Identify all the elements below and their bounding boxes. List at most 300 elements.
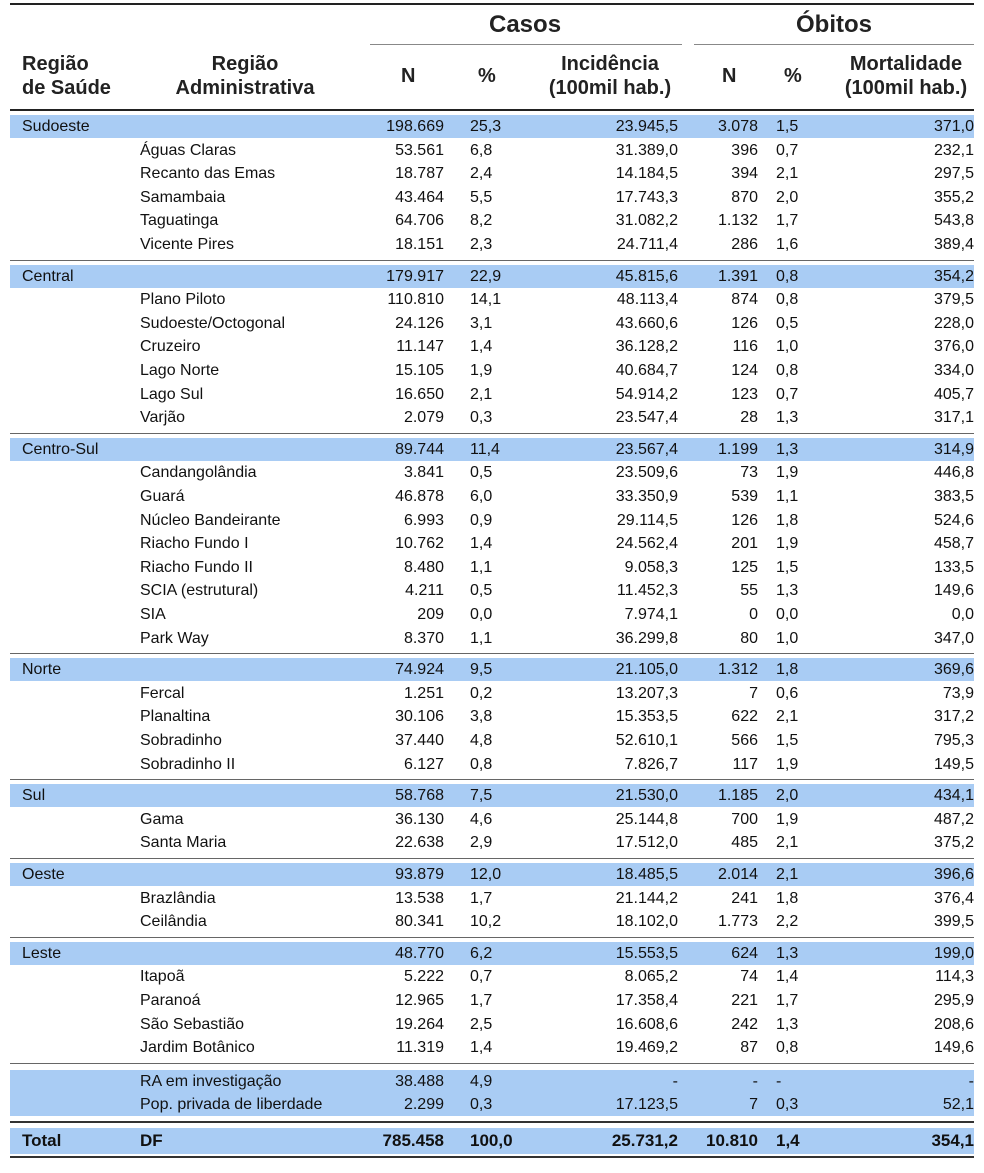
ra-name: Samambaia bbox=[140, 189, 226, 206]
cell-casos-pct: 2,9 bbox=[470, 834, 493, 851]
ra-name: Varjão bbox=[140, 409, 186, 426]
cell-incidencia: 7.974,1 bbox=[624, 606, 678, 623]
cell-incidencia: 21.144,2 bbox=[615, 890, 678, 907]
table-row bbox=[10, 1013, 974, 1036]
cell-casos-pct: 2,4 bbox=[470, 165, 493, 182]
ra-name: Plano Piloto bbox=[140, 291, 226, 308]
cell-mortalidade: 149,5 bbox=[933, 756, 974, 773]
col-header-regiao-saude-line1: Região bbox=[22, 53, 89, 75]
cell-casos-pct: 1,7 bbox=[470, 890, 493, 907]
cell-obitos-n: 394 bbox=[731, 165, 758, 182]
region-name: Sul bbox=[22, 787, 46, 804]
cell-mortalidade: 149,6 bbox=[933, 1039, 974, 1056]
cell-casos-n: 8.480 bbox=[403, 559, 444, 576]
group-header-obitos: Óbitos bbox=[796, 11, 872, 38]
cell-obitos-pct: 2,1 bbox=[776, 866, 799, 883]
region-row bbox=[10, 942, 974, 965]
cell-casos-n: 198.669 bbox=[386, 118, 444, 135]
cell-casos-pct: 11,4 bbox=[470, 441, 500, 458]
cell-obitos-n: 74 bbox=[740, 968, 758, 985]
cell-casos-n: 8.370 bbox=[403, 630, 444, 647]
row-separator bbox=[10, 1063, 974, 1064]
cell-obitos-n: 874 bbox=[731, 291, 758, 308]
col-header-incidencia-line2: (100mil hab.) bbox=[548, 77, 672, 99]
group-rule-obitos bbox=[694, 44, 974, 45]
cell-obitos-pct: 2,0 bbox=[776, 787, 799, 804]
cell-casos-n: 43.464 bbox=[395, 189, 444, 206]
table-row bbox=[10, 532, 974, 555]
cell-casos-pct: 1,1 bbox=[470, 630, 493, 647]
cell-obitos-pct: 1,7 bbox=[776, 212, 799, 229]
region-name: Oeste bbox=[22, 866, 65, 883]
group-header-casos: Casos bbox=[489, 11, 562, 38]
cell-casos-pct: 1,4 bbox=[470, 535, 493, 552]
cell-incidencia: 36.299,8 bbox=[615, 630, 678, 647]
cell-obitos-n: 125 bbox=[731, 559, 758, 576]
cell-mortalidade: 354,1 bbox=[931, 1131, 974, 1150]
cell-obitos-pct: 0,7 bbox=[776, 142, 799, 159]
cell-obitos-pct: 1,0 bbox=[776, 338, 799, 355]
ra-name: SCIA (estrutural) bbox=[140, 582, 259, 599]
ra-name: Sobradinho II bbox=[140, 756, 236, 773]
cell-casos-pct: 7,5 bbox=[470, 787, 493, 804]
cell-obitos-n: 126 bbox=[731, 315, 758, 332]
cell-mortalidade: 232,1 bbox=[933, 142, 974, 159]
ra-name: Fercal bbox=[140, 685, 185, 702]
cell-incidencia: - bbox=[672, 1073, 678, 1090]
cell-casos-n: 30.106 bbox=[395, 708, 444, 725]
cell-mortalidade: 199,0 bbox=[933, 945, 974, 962]
cell-casos-n: 10.762 bbox=[395, 535, 444, 552]
cell-obitos-pct: 0,7 bbox=[776, 386, 799, 403]
cell-casos-n: 48.770 bbox=[395, 945, 444, 962]
cell-casos-pct: 2,3 bbox=[470, 236, 493, 253]
cell-obitos-pct: 2,0 bbox=[776, 189, 799, 206]
ra-name: Park Way bbox=[140, 630, 209, 647]
table-row bbox=[10, 233, 974, 256]
row-separator bbox=[10, 937, 974, 938]
col-header-obitos-n: N bbox=[722, 65, 737, 87]
cell-obitos-pct: 0,8 bbox=[776, 268, 799, 285]
cell-obitos-pct: 1,1 bbox=[776, 488, 799, 505]
cell-obitos-pct: 1,7 bbox=[776, 992, 799, 1009]
region-name: Centro-Sul bbox=[22, 441, 99, 458]
cell-incidencia: 9.058,3 bbox=[624, 559, 678, 576]
table-row bbox=[10, 627, 974, 650]
cell-obitos-n: 73 bbox=[740, 464, 758, 481]
ra-name: Ceilândia bbox=[140, 913, 207, 930]
cell-incidencia: 36.128,2 bbox=[615, 338, 678, 355]
cell-casos-pct: 0,9 bbox=[470, 512, 493, 529]
cell-obitos-pct: 1,9 bbox=[776, 535, 799, 552]
cell-casos-n: 58.768 bbox=[395, 787, 444, 804]
ra-name: Sobradinho bbox=[140, 732, 222, 749]
table-row bbox=[10, 383, 974, 406]
cell-casos-pct: 5,5 bbox=[470, 189, 493, 206]
cell-obitos-n: 1.132 bbox=[717, 212, 758, 229]
cell-obitos-n: 700 bbox=[731, 811, 758, 828]
cell-casos-n: 18.787 bbox=[395, 165, 444, 182]
cell-obitos-n: 624 bbox=[731, 945, 758, 962]
table-row bbox=[10, 579, 974, 602]
cell-casos-n: 6.993 bbox=[403, 512, 444, 529]
cell-casos-n: 11.147 bbox=[396, 338, 444, 355]
cell-mortalidade: 405,7 bbox=[933, 386, 974, 403]
cell-casos-n: 1.251 bbox=[403, 685, 444, 702]
cell-casos-pct: 10,2 bbox=[470, 913, 502, 930]
ra-name: Candangolândia bbox=[140, 464, 257, 481]
cell-casos-n: 38.488 bbox=[395, 1073, 444, 1090]
cell-mortalidade: 208,6 bbox=[933, 1016, 974, 1033]
col-header-regiao-administrativa bbox=[160, 52, 330, 100]
ra-name: Recanto das Emas bbox=[140, 165, 276, 182]
cell-mortalidade: 0,0 bbox=[951, 606, 974, 623]
cell-casos-pct: 4,8 bbox=[470, 732, 493, 749]
cell-incidencia: 19.469,2 bbox=[615, 1039, 678, 1056]
cell-obitos-pct: 2,1 bbox=[776, 708, 799, 725]
cell-casos-n: 110.810 bbox=[387, 291, 444, 308]
table-row bbox=[10, 406, 974, 429]
cell-incidencia: 45.815,6 bbox=[615, 268, 678, 285]
cell-casos-n: 37.440 bbox=[395, 732, 444, 749]
cell-casos-n: 4.211 bbox=[405, 582, 444, 599]
cell-incidencia: 54.914,2 bbox=[615, 386, 678, 403]
cell-casos-pct: 2,5 bbox=[470, 1016, 493, 1033]
cell-mortalidade: 355,2 bbox=[933, 189, 974, 206]
ra-name: Gama bbox=[140, 811, 184, 828]
ra-name: Cruzeiro bbox=[140, 338, 201, 355]
cell-casos-n: 3.841 bbox=[403, 464, 444, 481]
region-row bbox=[10, 784, 974, 807]
cell-casos-n: 6.127 bbox=[403, 756, 444, 773]
cell-casos-pct: 1,1 bbox=[470, 559, 493, 576]
cell-obitos-n: 7 bbox=[749, 1096, 758, 1113]
cell-mortalidade: 295,9 bbox=[933, 992, 974, 1009]
cell-incidencia: 15.553,5 bbox=[615, 945, 678, 962]
cell-obitos-n: 241 bbox=[731, 890, 758, 907]
cell-mortalidade: 347,0 bbox=[933, 630, 974, 647]
cell-obitos-n: 3.078 bbox=[717, 118, 758, 135]
cell-casos-n: 11.319 bbox=[396, 1039, 444, 1056]
cell-obitos-n: 1.199 bbox=[717, 441, 758, 458]
table-row bbox=[10, 910, 974, 933]
cell-casos-n: 22.638 bbox=[395, 834, 444, 851]
cell-obitos-pct: 1,3 bbox=[776, 409, 799, 426]
col-header-obitos-pct: % bbox=[784, 65, 802, 87]
cell-casos-n: 2.299 bbox=[403, 1096, 444, 1113]
cell-mortalidade: 297,5 bbox=[933, 165, 974, 182]
ra-name: Lago Sul bbox=[140, 386, 204, 403]
cell-incidencia: 23.509,6 bbox=[615, 464, 678, 481]
cell-incidencia: 21.530,0 bbox=[615, 787, 678, 804]
cell-obitos-n: 123 bbox=[731, 386, 758, 403]
cell-obitos-pct: 1,0 bbox=[776, 630, 799, 647]
table-row bbox=[10, 162, 974, 185]
row-separator bbox=[10, 653, 974, 654]
ra-name: Taguatinga bbox=[140, 212, 219, 229]
col-header-mortalidade-line1: Mortalidade bbox=[849, 53, 963, 75]
total-row bbox=[10, 1128, 974, 1154]
total-label: Total bbox=[22, 1131, 62, 1150]
col-header-incidencia bbox=[530, 52, 690, 100]
cell-casos-n: 12.965 bbox=[395, 992, 444, 1009]
cell-casos-pct: 100,0 bbox=[470, 1131, 513, 1150]
table-row bbox=[10, 753, 974, 776]
cell-mortalidade: 354,2 bbox=[933, 268, 974, 285]
cell-obitos-n: 7 bbox=[749, 685, 758, 702]
ra-name: RA em investigação bbox=[140, 1073, 282, 1090]
cell-mortalidade: 149,6 bbox=[933, 582, 974, 599]
ra-name: Pop. privada de liberdade bbox=[140, 1096, 323, 1113]
cell-mortalidade: 458,7 bbox=[933, 535, 974, 552]
cell-obitos-pct: 1,3 bbox=[776, 1016, 799, 1033]
cell-obitos-n: 201 bbox=[731, 535, 758, 552]
cell-casos-pct: 6,8 bbox=[470, 142, 493, 159]
cell-casos-n: 2.079 bbox=[403, 409, 444, 426]
table-row bbox=[10, 965, 974, 988]
cell-incidencia: 11.452,3 bbox=[616, 582, 678, 599]
cell-obitos-pct: 0,8 bbox=[776, 362, 799, 379]
cell-mortalidade: 399,5 bbox=[933, 913, 974, 930]
cell-casos-pct: 0,3 bbox=[470, 409, 493, 426]
cell-incidencia: 17.512,0 bbox=[615, 834, 678, 851]
table-row bbox=[10, 705, 974, 728]
cell-casos-pct: 6,0 bbox=[470, 488, 493, 505]
cell-incidencia: 7.826,7 bbox=[624, 756, 678, 773]
group-rule-casos bbox=[370, 44, 682, 45]
cell-obitos-pct: 1,9 bbox=[776, 756, 799, 773]
table-row bbox=[10, 682, 974, 705]
table-row bbox=[10, 556, 974, 579]
region-row bbox=[10, 658, 974, 681]
ra-name: São Sebastião bbox=[140, 1016, 245, 1033]
cell-mortalidade: 314,9 bbox=[933, 441, 974, 458]
cell-casos-pct: 4,6 bbox=[470, 811, 493, 828]
ra-name: Riacho Fundo I bbox=[140, 535, 249, 552]
cell-casos-n: 80.341 bbox=[395, 913, 444, 930]
cell-incidencia: 48.113,4 bbox=[616, 291, 678, 308]
cell-incidencia: 15.353,5 bbox=[615, 708, 678, 725]
cell-casos-pct: 3,1 bbox=[470, 315, 493, 332]
cell-obitos-pct: 1,3 bbox=[776, 582, 799, 599]
cell-obitos-pct: 1,8 bbox=[776, 512, 799, 529]
cell-incidencia: 13.207,3 bbox=[615, 685, 678, 702]
cell-obitos-pct: 0,0 bbox=[776, 606, 799, 623]
cell-incidencia: 17.123,5 bbox=[615, 1096, 678, 1113]
ra-name: Jardim Botânico bbox=[140, 1039, 255, 1056]
cell-obitos-pct: 2,1 bbox=[776, 165, 799, 182]
cell-mortalidade: 114,3 bbox=[935, 968, 974, 985]
cell-obitos-n: 396 bbox=[731, 142, 758, 159]
cell-obitos-n: 870 bbox=[731, 189, 758, 206]
region-row bbox=[10, 115, 974, 138]
row-separator bbox=[10, 260, 974, 261]
cell-obitos-n: 242 bbox=[731, 1016, 758, 1033]
cell-casos-n: 93.879 bbox=[395, 866, 444, 883]
row-separator bbox=[10, 1121, 974, 1123]
ra-name: Brazlândia bbox=[140, 890, 216, 907]
table-row bbox=[10, 509, 974, 532]
cell-mortalidade: 383,5 bbox=[933, 488, 974, 505]
cell-casos-n: 64.706 bbox=[395, 212, 444, 229]
cell-obitos-n: 87 bbox=[740, 1039, 758, 1056]
table-row bbox=[10, 312, 974, 335]
cell-casos-pct: 1,9 bbox=[470, 362, 493, 379]
region-name: Leste bbox=[22, 945, 62, 962]
cell-obitos-pct: 1,9 bbox=[776, 811, 799, 828]
cell-obitos-n: 1.185 bbox=[717, 787, 758, 804]
cell-mortalidade: 73,9 bbox=[942, 685, 974, 702]
col-header-regiao-adm-line1: Região bbox=[211, 53, 279, 75]
cell-incidencia: 40.684,7 bbox=[615, 362, 678, 379]
ra-name: Águas Claras bbox=[140, 142, 237, 159]
cell-casos-n: 36.130 bbox=[395, 811, 444, 828]
table-row bbox=[10, 461, 974, 484]
cell-obitos-n: 2.014 bbox=[717, 866, 758, 883]
cell-casos-n: 16.650 bbox=[395, 386, 444, 403]
table-row bbox=[10, 209, 974, 232]
cell-obitos-n: 117 bbox=[732, 756, 758, 773]
cell-incidencia: 14.184,5 bbox=[615, 165, 678, 182]
cell-incidencia: 23.547,4 bbox=[615, 409, 678, 426]
cell-casos-n: 19.264 bbox=[395, 1016, 444, 1033]
region-row bbox=[10, 265, 974, 288]
cell-incidencia: 52.610,1 bbox=[615, 732, 678, 749]
cell-incidencia: 17.358,4 bbox=[615, 992, 678, 1009]
cell-casos-pct: 22,9 bbox=[470, 268, 502, 285]
table-row bbox=[10, 335, 974, 358]
cell-incidencia: 24.562,4 bbox=[615, 535, 678, 552]
cell-mortalidade: 795,3 bbox=[933, 732, 974, 749]
cell-incidencia: 31.082,2 bbox=[615, 212, 678, 229]
cell-casos-pct: 0,2 bbox=[470, 685, 493, 702]
cell-obitos-pct: 1,8 bbox=[776, 661, 799, 678]
cell-casos-pct: 8,2 bbox=[470, 212, 493, 229]
cell-incidencia: 24.711,4 bbox=[616, 236, 678, 253]
cell-obitos-pct: 2,1 bbox=[776, 834, 799, 851]
cell-casos-pct: 14,1 bbox=[470, 291, 502, 308]
table-row bbox=[10, 139, 974, 162]
cell-mortalidade: 369,6 bbox=[933, 661, 974, 678]
cell-obitos-n: 1.391 bbox=[717, 268, 758, 285]
cell-obitos-n: 566 bbox=[731, 732, 758, 749]
cell-casos-pct: 2,1 bbox=[470, 386, 493, 403]
table-row bbox=[10, 288, 974, 311]
cell-casos-n: 24.126 bbox=[395, 315, 444, 332]
ra-name: SIA bbox=[140, 606, 166, 623]
cell-casos-n: 89.744 bbox=[395, 441, 444, 458]
cell-mortalidade: - bbox=[968, 1073, 974, 1090]
cell-obitos-n: 485 bbox=[731, 834, 758, 851]
cell-mortalidade: 371,0 bbox=[933, 118, 974, 135]
cell-obitos-pct: 1,8 bbox=[776, 890, 799, 907]
table-row bbox=[10, 989, 974, 1012]
region-name: Central bbox=[22, 268, 74, 285]
ra-name: Paranoá bbox=[140, 992, 201, 1009]
cell-obitos-pct: 0,5 bbox=[776, 315, 799, 332]
cell-obitos-n: 539 bbox=[731, 488, 758, 505]
table-row bbox=[10, 729, 974, 752]
row-separator bbox=[10, 779, 974, 780]
cell-obitos-n: 286 bbox=[731, 236, 758, 253]
cell-mortalidade: 334,0 bbox=[933, 362, 974, 379]
cell-obitos-pct: 1,3 bbox=[776, 945, 799, 962]
cell-mortalidade: 434,1 bbox=[933, 787, 974, 804]
cell-casos-n: 179.917 bbox=[386, 268, 444, 285]
cell-obitos-pct: 1,9 bbox=[776, 464, 799, 481]
cell-casos-pct: 12,0 bbox=[470, 866, 502, 883]
cell-casos-n: 18.151 bbox=[395, 236, 444, 253]
table-row bbox=[10, 485, 974, 508]
cell-obitos-n: 221 bbox=[731, 992, 758, 1009]
cell-obitos-n: 10.810 bbox=[706, 1131, 758, 1150]
cell-obitos-n: 124 bbox=[731, 362, 758, 379]
cell-casos-pct: 9,5 bbox=[470, 661, 493, 678]
row-separator bbox=[10, 1156, 974, 1158]
table-row bbox=[10, 359, 974, 382]
total-ra: DF bbox=[140, 1131, 163, 1150]
cell-obitos-pct: - bbox=[776, 1073, 782, 1090]
cell-casos-pct: 1,7 bbox=[470, 992, 493, 1009]
cell-obitos-n: 0 bbox=[749, 606, 758, 623]
ra-name: Guará bbox=[140, 488, 185, 505]
cell-obitos-pct: 1,4 bbox=[776, 1131, 800, 1150]
cell-casos-pct: 0,5 bbox=[470, 464, 493, 481]
cell-casos-pct: 3,8 bbox=[470, 708, 493, 725]
cell-obitos-pct: 0,8 bbox=[776, 291, 799, 308]
cell-incidencia: 23.945,5 bbox=[615, 118, 678, 135]
ra-name: Planaltina bbox=[140, 708, 211, 725]
cell-mortalidade: 317,2 bbox=[933, 708, 974, 725]
region-row bbox=[10, 863, 974, 886]
cell-casos-pct: 6,2 bbox=[470, 945, 493, 962]
cell-obitos-pct: 0,3 bbox=[776, 1096, 799, 1113]
row-separator bbox=[10, 858, 974, 859]
cell-mortalidade: 133,5 bbox=[933, 559, 974, 576]
cell-obitos-pct: 1,6 bbox=[776, 236, 799, 253]
region-name: Norte bbox=[22, 661, 62, 678]
ra-name: Santa Maria bbox=[140, 834, 227, 851]
cell-obitos-n: 28 bbox=[740, 409, 758, 426]
table-row bbox=[10, 603, 974, 626]
cell-mortalidade: 376,4 bbox=[933, 890, 974, 907]
cell-obitos-n: 622 bbox=[731, 708, 758, 725]
cell-incidencia: 16.608,6 bbox=[615, 1016, 678, 1033]
header-bottom-rule bbox=[10, 109, 974, 111]
cell-casos-n: 46.878 bbox=[395, 488, 444, 505]
cell-mortalidade: 396,6 bbox=[933, 866, 974, 883]
cell-incidencia: 43.660,6 bbox=[615, 315, 678, 332]
cell-incidencia: 18.102,0 bbox=[615, 913, 678, 930]
region-name: Sudoeste bbox=[22, 118, 90, 135]
cell-casos-n: 13.538 bbox=[395, 890, 444, 907]
cell-obitos-pct: 1,5 bbox=[776, 732, 799, 749]
cell-casos-pct: 0,5 bbox=[470, 582, 493, 599]
cell-mortalidade: 228,0 bbox=[933, 315, 974, 332]
ra-name: Lago Norte bbox=[140, 362, 220, 379]
region-row bbox=[10, 438, 974, 461]
cell-incidencia: 21.105,0 bbox=[615, 661, 678, 678]
cell-casos-pct: 0,8 bbox=[470, 756, 493, 773]
cell-obitos-pct: 1,3 bbox=[776, 441, 799, 458]
cell-casos-pct: 1,4 bbox=[470, 338, 493, 355]
row-separator bbox=[10, 433, 974, 434]
cell-mortalidade: 487,2 bbox=[933, 811, 974, 828]
cell-incidencia: 33.350,9 bbox=[615, 488, 678, 505]
cell-incidencia: 23.567,4 bbox=[615, 441, 678, 458]
col-header-mortalidade bbox=[826, 52, 984, 100]
cell-obitos-pct: 0,8 bbox=[776, 1039, 799, 1056]
